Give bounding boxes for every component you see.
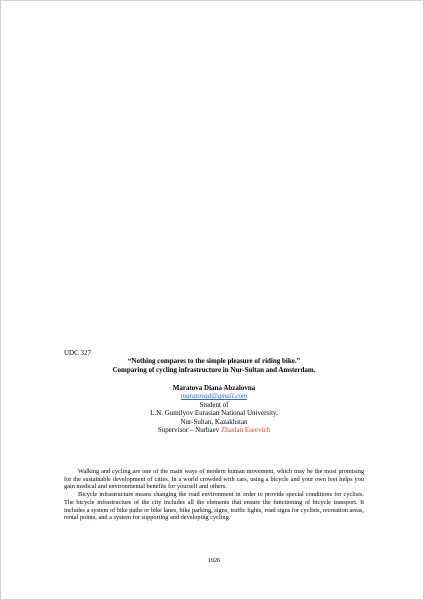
body-text	[64, 468, 364, 522]
author-email-link[interactable]: maratovad@gmail.com	[180, 392, 248, 401]
paper-title-line-1: “Nothing compares to the simple pleasure of riding bike.”	[127, 357, 301, 365]
author-affiliation: L.N. Gumilyov Eurasian National University,	[150, 409, 278, 418]
author-location: Nur-Sultan, Kazakhstan	[180, 417, 248, 426]
author-email-line	[64, 392, 364, 400]
supervisor-highlight: Zhaslan Esеevich	[221, 426, 271, 435]
author-role: Student of	[199, 400, 229, 409]
author-block	[64, 384, 364, 434]
supervisor-prefix: Supervisor – Nurbaev	[157, 426, 221, 435]
udc-code: UDC 327	[64, 349, 92, 357]
body-paragraph-2: Bicycle infrastructure means changing the road environment in order to provide special conditions for cyclists. The bicycle infrastructure of the city includes all the elements that ensure the functioning of bicycle transport. It includes a system of bike paths or bike lanes, bike parking, signs, traffic lights, road signs for cyclists, recreation areas, rental points, and a system for supporting and developing cycling.	[64, 491, 364, 522]
page-number: 1926	[207, 557, 221, 564]
supervisor-line	[64, 426, 364, 434]
body-paragraph-1: Walking and cycling are one of the main ways of modern human movement, which may be the most promising for the sustainable development of cities. In a world crowded with cars, using a bicycle and your own feet helps you gain medical and environmental benefits for yourself and others.	[64, 468, 364, 491]
paper-title	[64, 357, 364, 375]
paper-title-line-2: Comparing of cycling infrastructure in Nur-Sultan and Amsterdam.	[112, 366, 316, 374]
author-name: Maratova Diana Abzalovna	[172, 384, 256, 392]
